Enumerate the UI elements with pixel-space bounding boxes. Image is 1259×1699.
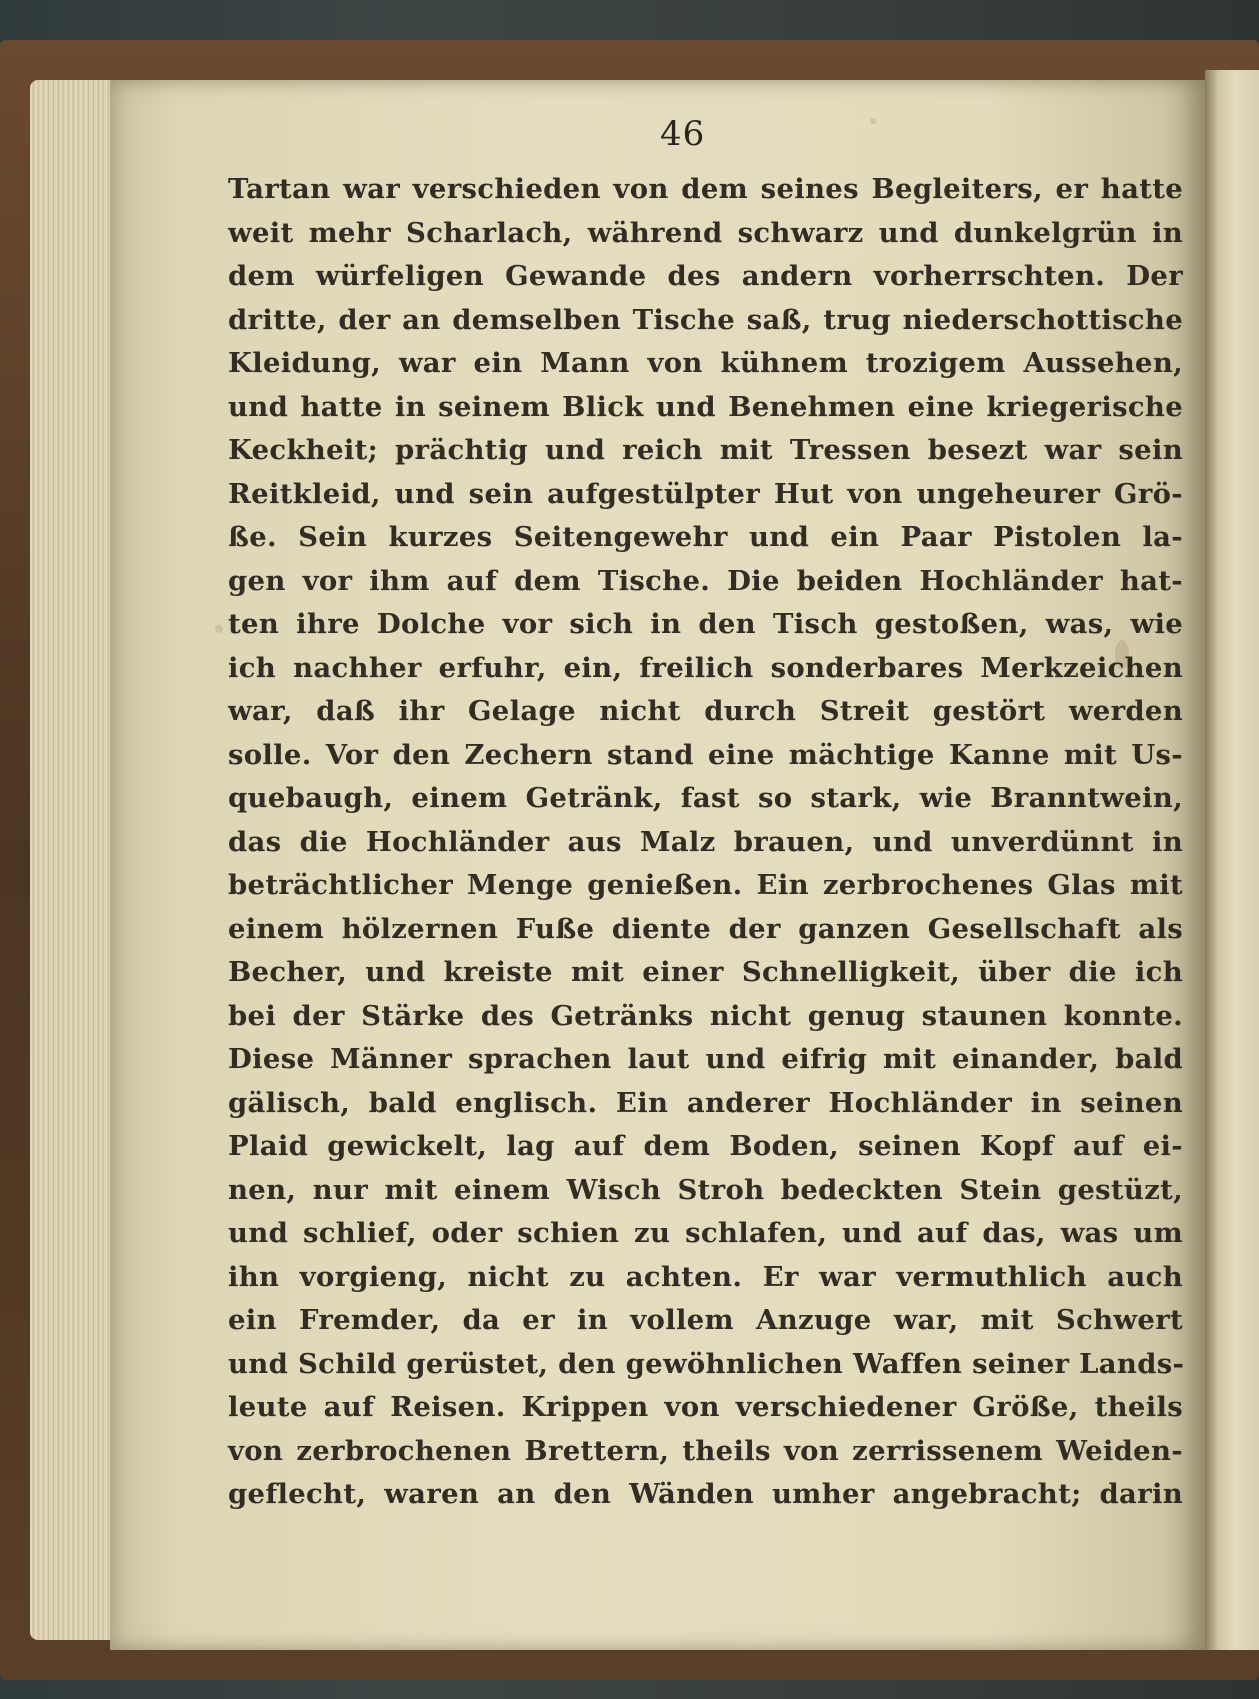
text-line: einem hölzernen Fuße diente der ganzen Gesellschaft als — [228, 912, 1183, 945]
text-line: beträchtlicher Menge genießen. Ein zerbrochenes Glas mit — [228, 869, 1183, 901]
text-line: Diese Männer sprachen laut und eifrig mit einander, bald — [228, 1043, 1183, 1075]
text-line: geflecht, waren an den Wänden umher angebracht; darin — [228, 1478, 1183, 1510]
text-line: Plaid gewickelt, lag auf dem Boden, seinen Kopf auf ei- — [228, 1130, 1183, 1162]
text-line: ich nachher erfuhr, ein, freilich sonderbares Merkzeichen — [228, 651, 1183, 684]
text-line: weit mehr Scharlach, während schwarz und dunkelgrün in — [228, 216, 1183, 249]
text-line: solle. Vor den Zechern stand eine mächtige Kanne mit Us- — [228, 738, 1183, 771]
paper-spot — [215, 625, 223, 633]
text-line: quebaugh, einem Getränk, fast so stark, wie Branntwein, — [228, 782, 1183, 814]
text-line: von zerbrochenen Brettern, theils von zerrissenem Weiden- — [228, 1434, 1183, 1467]
text-line: gälisch, bald englisch. Ein anderer Hochländer in seinen — [228, 1086, 1183, 1119]
text-line: und Schild gerüstet, den gewöhnlichen Waffen seiner Lands- — [228, 1347, 1185, 1380]
page-number: 46 — [660, 114, 706, 154]
text-line: Reitkleid, und sein aufgestülpter Hut von ungeheurer Grö- — [228, 477, 1183, 510]
text-line: bei der Stärke des Getränks nicht genug staunen konnte. — [228, 999, 1183, 1032]
text-line: war, daß ihr Gelage nicht durch Streit gestört werden — [228, 695, 1183, 727]
text-line: ße. Sein kurzes Seitengewehr und ein Paar Pistolen la- — [228, 521, 1183, 553]
text-line: Keckheit; prächtig und reich mit Tressen besezt war sein — [228, 434, 1183, 466]
text-line: Becher, und kreiste mit einer Schnelligkeit, über die ich — [228, 956, 1183, 988]
text-line: und schlief, oder schien zu schlafen, und auf das, was um — [228, 1217, 1183, 1249]
text-line: das die Hochländer aus Malz brauen, und unverdünnt in — [228, 825, 1183, 858]
text-line: Tartan war verschieden von dem seines Begleiters, er hatte — [228, 173, 1183, 205]
text-line: gen vor ihm auf dem Tische. Die beiden Hochländer hat- — [228, 564, 1183, 597]
text-line: dritte, der an demselben Tische saß, trug niederschottische — [228, 303, 1183, 336]
book-gutter — [1205, 70, 1259, 1650]
text-line: leute auf Reisen. Krippen von verschiedener Größe, theils — [228, 1391, 1183, 1423]
paper-spot — [870, 118, 876, 124]
page-text — [228, 168, 1183, 1517]
text-line: dem würfeligen Gewande des andern vorherrschten. Der — [228, 260, 1183, 292]
text-line: ihn vorgieng, nicht zu achten. Er war vermuthlich auch — [228, 1260, 1183, 1293]
text-line: ten ihre Dolche vor sich in den Tisch gestoßen, was, wie — [228, 608, 1183, 640]
text-line: und hatte in seinem Blick und Benehmen eine kriegerische — [228, 390, 1183, 423]
text-line: ein Fremder, da er in vollem Anzuge war, mit Schwert — [228, 1304, 1183, 1336]
text-line: Kleidung, war ein Mann von kühnem trozigem Aussehen, — [228, 347, 1183, 379]
text-line: nen, nur mit einem Wisch Stroh bedeckten Stein gestüzt, — [228, 1173, 1183, 1206]
